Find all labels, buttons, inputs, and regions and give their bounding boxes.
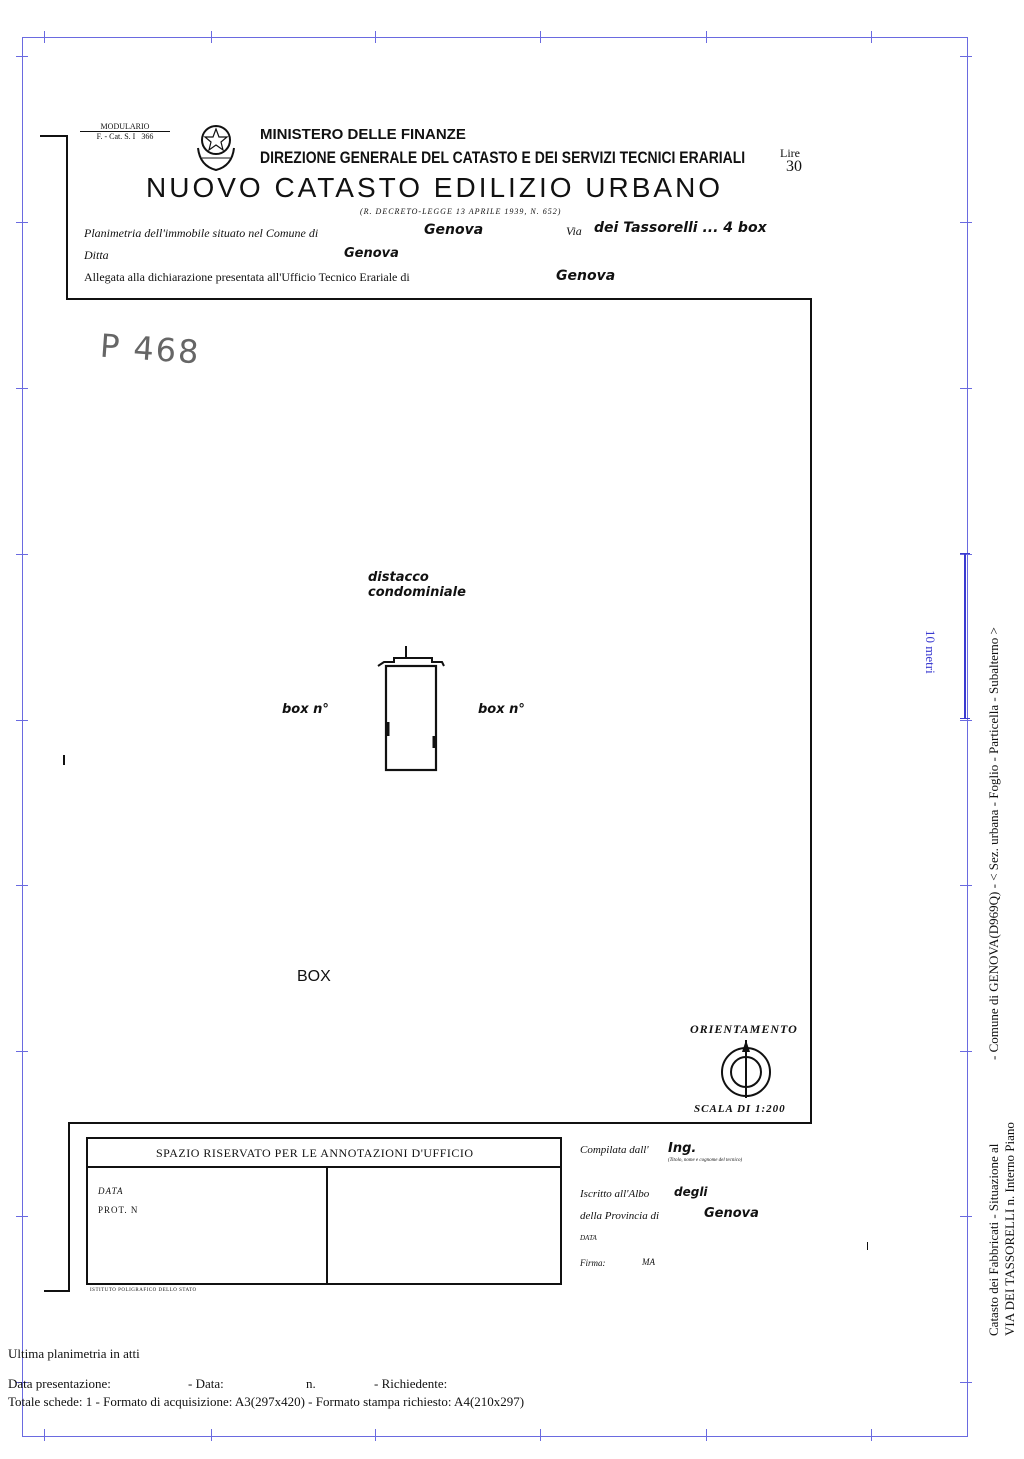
firma-label: Firma:	[580, 1258, 606, 1268]
drawing-border-bottom	[68, 1122, 812, 1124]
modulario-stamp	[80, 122, 170, 141]
header-bracket-top	[40, 135, 67, 137]
iscritto-value: degli	[674, 1185, 708, 1199]
compilata-label: Compilata dall'	[580, 1144, 649, 1156]
provincia-value: Genova	[704, 1206, 759, 1221]
drawing-border-right	[810, 298, 812, 1122]
left-mark	[63, 755, 65, 765]
box-floor-plan	[374, 640, 450, 775]
richiedente-label: - Richiedente:	[374, 1376, 448, 1391]
printer-imprint: ISTITUTO POLIGRAFICO DELLO STATO	[90, 1288, 197, 1293]
header-bracket-left	[66, 135, 68, 300]
distacco-line1: distacco	[368, 570, 429, 585]
header-rule-bottom	[66, 298, 812, 300]
via-label: Via	[566, 224, 582, 238]
office-reserved-divider-h	[86, 1166, 562, 1168]
modulario-label: MODULARIO	[80, 122, 170, 132]
ditta-label: Ditta	[84, 248, 109, 262]
ditta-value: Genova	[344, 246, 399, 261]
right-mark	[867, 1242, 868, 1250]
main-title: NUOVO CATASTO EDILIZIO URBANO	[146, 172, 724, 203]
scale-bar	[964, 553, 966, 719]
office-bracket-left	[68, 1122, 70, 1292]
office-bracket-bottom	[44, 1290, 70, 1292]
compilata-value: Ing.	[668, 1141, 697, 1156]
lire-value: 30	[786, 158, 802, 175]
box-left-label: box n°	[282, 702, 329, 717]
reserved-title: SPAZIO RISERVATO PER LE ANNOTAZIONI D'UFFICIO	[156, 1146, 474, 1160]
compilata-sub: (Titolo, nome e cognome del tecnico)	[668, 1158, 743, 1163]
modulario-code: F. - Cat. S. I	[96, 132, 136, 141]
planimetria-label: Planimetria dell'immobile situato nel Comune di	[84, 226, 319, 240]
pencil-annotation: P 468	[98, 326, 202, 372]
distacco-label	[368, 570, 466, 600]
office-prot-label: PROT. N	[98, 1205, 139, 1215]
footer-line3: Totale schede: 1 - Formato di acquisizione: A3(297x420) - Formato stampa richiesto: A4(210x297)	[8, 1394, 525, 1409]
footer-line1: Ultima planimetria in atti	[8, 1346, 140, 1361]
side-col1-line1: Catasto dei Fabbricati - Situazione al	[986, 1143, 1001, 1336]
distacco-line2: condominiale	[368, 585, 466, 600]
provincia-label: della Provincia di	[580, 1210, 660, 1222]
via-value: dei Tassorelli ... 4 box	[594, 220, 767, 236]
lire-label: Lire	[780, 146, 800, 160]
data-presentazione-label: Data presentazione:	[8, 1376, 111, 1391]
scale-bar-label: 10 metri	[923, 630, 938, 674]
office-data-label: DATA	[98, 1186, 124, 1196]
office-data2-label: DATA	[580, 1234, 597, 1242]
compass-icon	[718, 1038, 774, 1100]
data-label: - Data:	[188, 1376, 224, 1391]
allegata-label: Allegata alla dichiarazione presentata all'Ufficio Tecnico Erariale di	[84, 270, 410, 284]
modulario-number: 366	[141, 132, 154, 141]
footer-line2	[8, 1376, 528, 1394]
comune-value: Genova	[424, 222, 484, 238]
direction-title: DIREZIONE GENERALE DEL CATASTO E DEI SERVIZI TECNICI ERARIALI	[260, 148, 746, 167]
allegata-value: Genova	[556, 268, 616, 284]
ministry-title: MINISTERO DELLE FINANZE	[260, 126, 466, 143]
numero-label: n.	[306, 1376, 316, 1391]
scale-bar-tick-top	[960, 553, 970, 554]
scale-bar-tick-bottom	[960, 718, 970, 719]
orientamento-label: ORIENTAMENTO	[690, 1022, 798, 1036]
iscritto-label: Iscritto all'Albo	[580, 1188, 650, 1200]
box-right-label: box n°	[478, 702, 525, 717]
box-caption: BOX	[297, 968, 331, 985]
republic-emblem	[192, 118, 240, 174]
side-col2: - Comune di GENOVA(D969Q) - < Sez. urbana - Foglio - Particella - Subalterno >	[986, 627, 1001, 1060]
scala-label: SCALA DI 1:200	[694, 1103, 786, 1115]
side-col1-line2: VIA DEI TASSORELLI n. Interno Piano	[1002, 1122, 1017, 1336]
firma-value: MA	[642, 1257, 655, 1267]
office-reserved-divider-v	[326, 1166, 328, 1285]
decree-note: (R. DECRETO-LEGGE 13 APRILE 1939, N. 652)	[360, 207, 562, 216]
